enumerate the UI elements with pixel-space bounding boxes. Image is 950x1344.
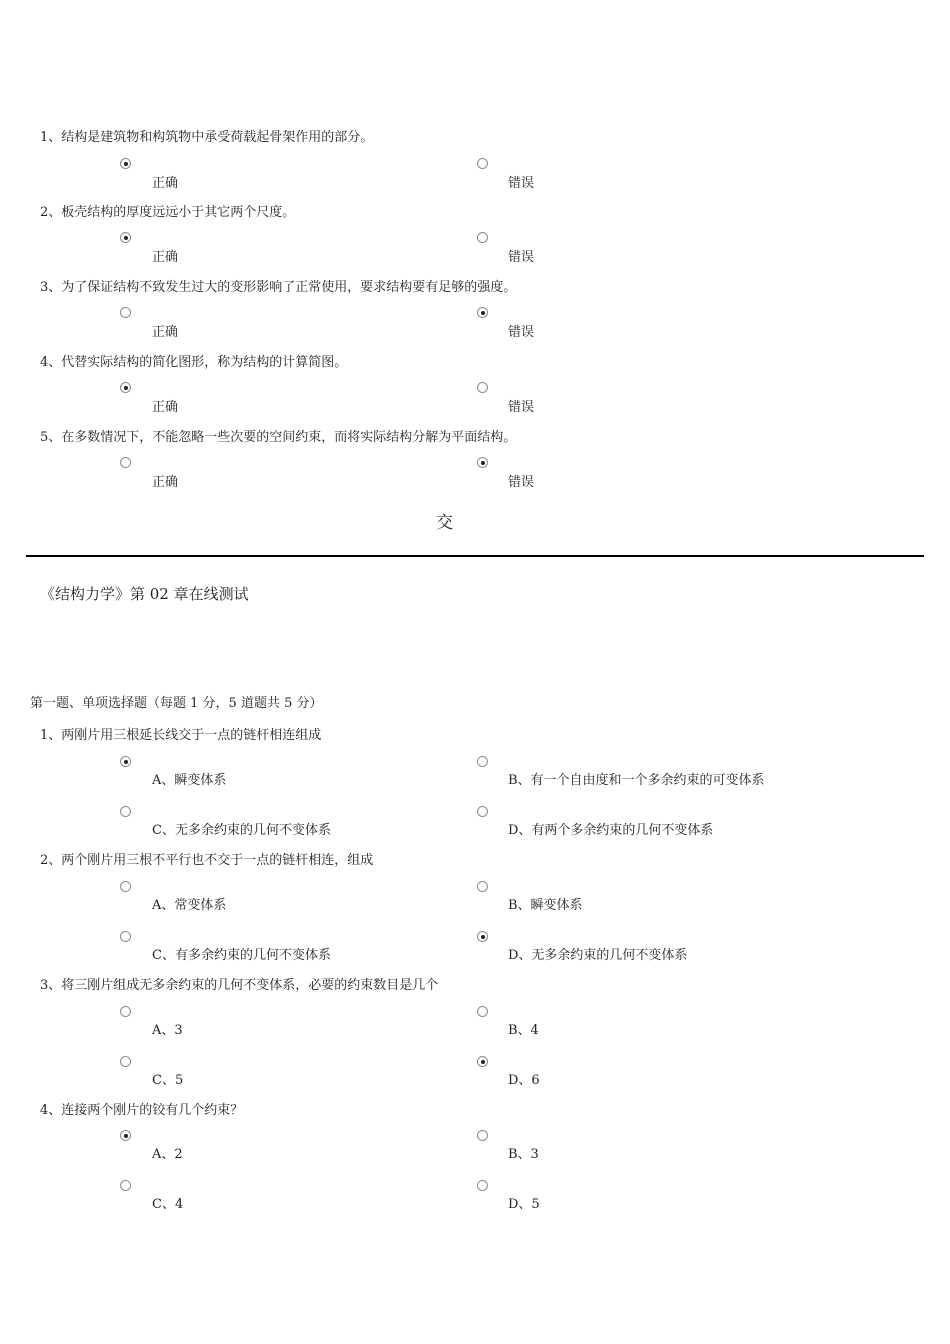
option-label: D、有两个多余约束的几何不变体系	[508, 823, 714, 838]
submit-button[interactable]: 交	[436, 513, 453, 533]
option-label: 错误	[508, 176, 535, 191]
option-label: 错误	[508, 400, 535, 415]
radio-option-b[interactable]	[477, 881, 488, 892]
radio-option-a[interactable]	[120, 756, 131, 767]
page-title: 《结构力学》第 02 章在线测试	[40, 585, 249, 603]
divider	[26, 555, 924, 557]
option-label: 正确	[152, 250, 179, 265]
radio-option-b[interactable]	[477, 1006, 488, 1017]
option-label: 正确	[152, 475, 179, 490]
option-label: A、2	[152, 1147, 183, 1162]
option-label: B、瞬变体系	[508, 898, 583, 913]
radio-false[interactable]	[477, 158, 488, 169]
radio-false[interactable]	[477, 232, 488, 243]
question-text: 4、连接两个刚片的铰有几个约束？	[40, 1103, 244, 1118]
radio-option-c[interactable]	[120, 1180, 131, 1191]
option-label: 正确	[152, 325, 179, 340]
radio-option-a[interactable]	[120, 1130, 131, 1141]
radio-option-a[interactable]	[120, 1006, 131, 1017]
option-label: 错误	[508, 325, 535, 340]
option-label: C、无多余约束的几何不变体系	[152, 823, 331, 838]
radio-true[interactable]	[120, 307, 131, 318]
radio-option-c[interactable]	[120, 931, 131, 942]
option-label: 错误	[508, 250, 535, 265]
section-heading: 第一题、单项选择题（每题 1 分，5 道题共 5 分）	[30, 696, 323, 711]
question-text: 1、两刚片用三根延长线交于一点的链杆相连组成	[40, 728, 322, 743]
option-label: B、4	[508, 1023, 539, 1038]
radio-option-d[interactable]	[477, 1180, 488, 1191]
question-text: 1、结构是建筑物和构筑物中承受荷载起骨架作用的部分。	[40, 130, 374, 145]
option-label: A、瞬变体系	[152, 773, 227, 788]
question-text: 2、板壳结构的厚度远远小于其它两个尺度。	[40, 205, 296, 220]
radio-true[interactable]	[120, 457, 131, 468]
option-label: C、5	[152, 1073, 184, 1088]
option-label: B、3	[508, 1147, 539, 1162]
question-text: 2、两个刚片用三根不平行也不交于一点的链杆相连，组成	[40, 853, 374, 868]
question-text: 3、将三刚片组成无多余约束的几何不变体系，必要的约束数目是几个	[40, 978, 439, 993]
radio-option-d[interactable]	[477, 1056, 488, 1067]
option-label: C、4	[152, 1197, 184, 1212]
radio-false[interactable]	[477, 382, 488, 393]
radio-true[interactable]	[120, 232, 131, 243]
radio-false[interactable]	[477, 307, 488, 318]
option-label: D、无多余约束的几何不变体系	[508, 948, 688, 963]
question-text: 5、在多数情况下，不能忽略一些次要的空间约束，而将实际结构分解为平面结构。	[40, 430, 517, 445]
radio-false[interactable]	[477, 457, 488, 468]
option-label: B、有一个自由度和一个多余约束的可变体系	[508, 773, 765, 788]
option-label: C、有多余约束的几何不变体系	[152, 948, 331, 963]
option-label: D、6	[508, 1073, 540, 1088]
option-label: 正确	[152, 176, 179, 191]
option-label: 正确	[152, 400, 179, 415]
option-label: A、3	[152, 1023, 183, 1038]
option-label: D、5	[508, 1197, 540, 1212]
radio-option-d[interactable]	[477, 806, 488, 817]
radio-option-d[interactable]	[477, 931, 488, 942]
option-label: 错误	[508, 475, 535, 490]
option-label: A、常变体系	[152, 898, 227, 913]
radio-option-c[interactable]	[120, 1056, 131, 1067]
question-text: 4、代替实际结构的简化图形，称为结构的计算简图。	[40, 355, 348, 370]
radio-true[interactable]	[120, 382, 131, 393]
radio-option-b[interactable]	[477, 756, 488, 767]
radio-option-c[interactable]	[120, 806, 131, 817]
question-text: 3、为了保证结构不致发生过大的变形影响了正常使用，要求结构要有足够的强度。	[40, 280, 517, 295]
radio-option-a[interactable]	[120, 881, 131, 892]
radio-true[interactable]	[120, 158, 131, 169]
radio-option-b[interactable]	[477, 1130, 488, 1141]
